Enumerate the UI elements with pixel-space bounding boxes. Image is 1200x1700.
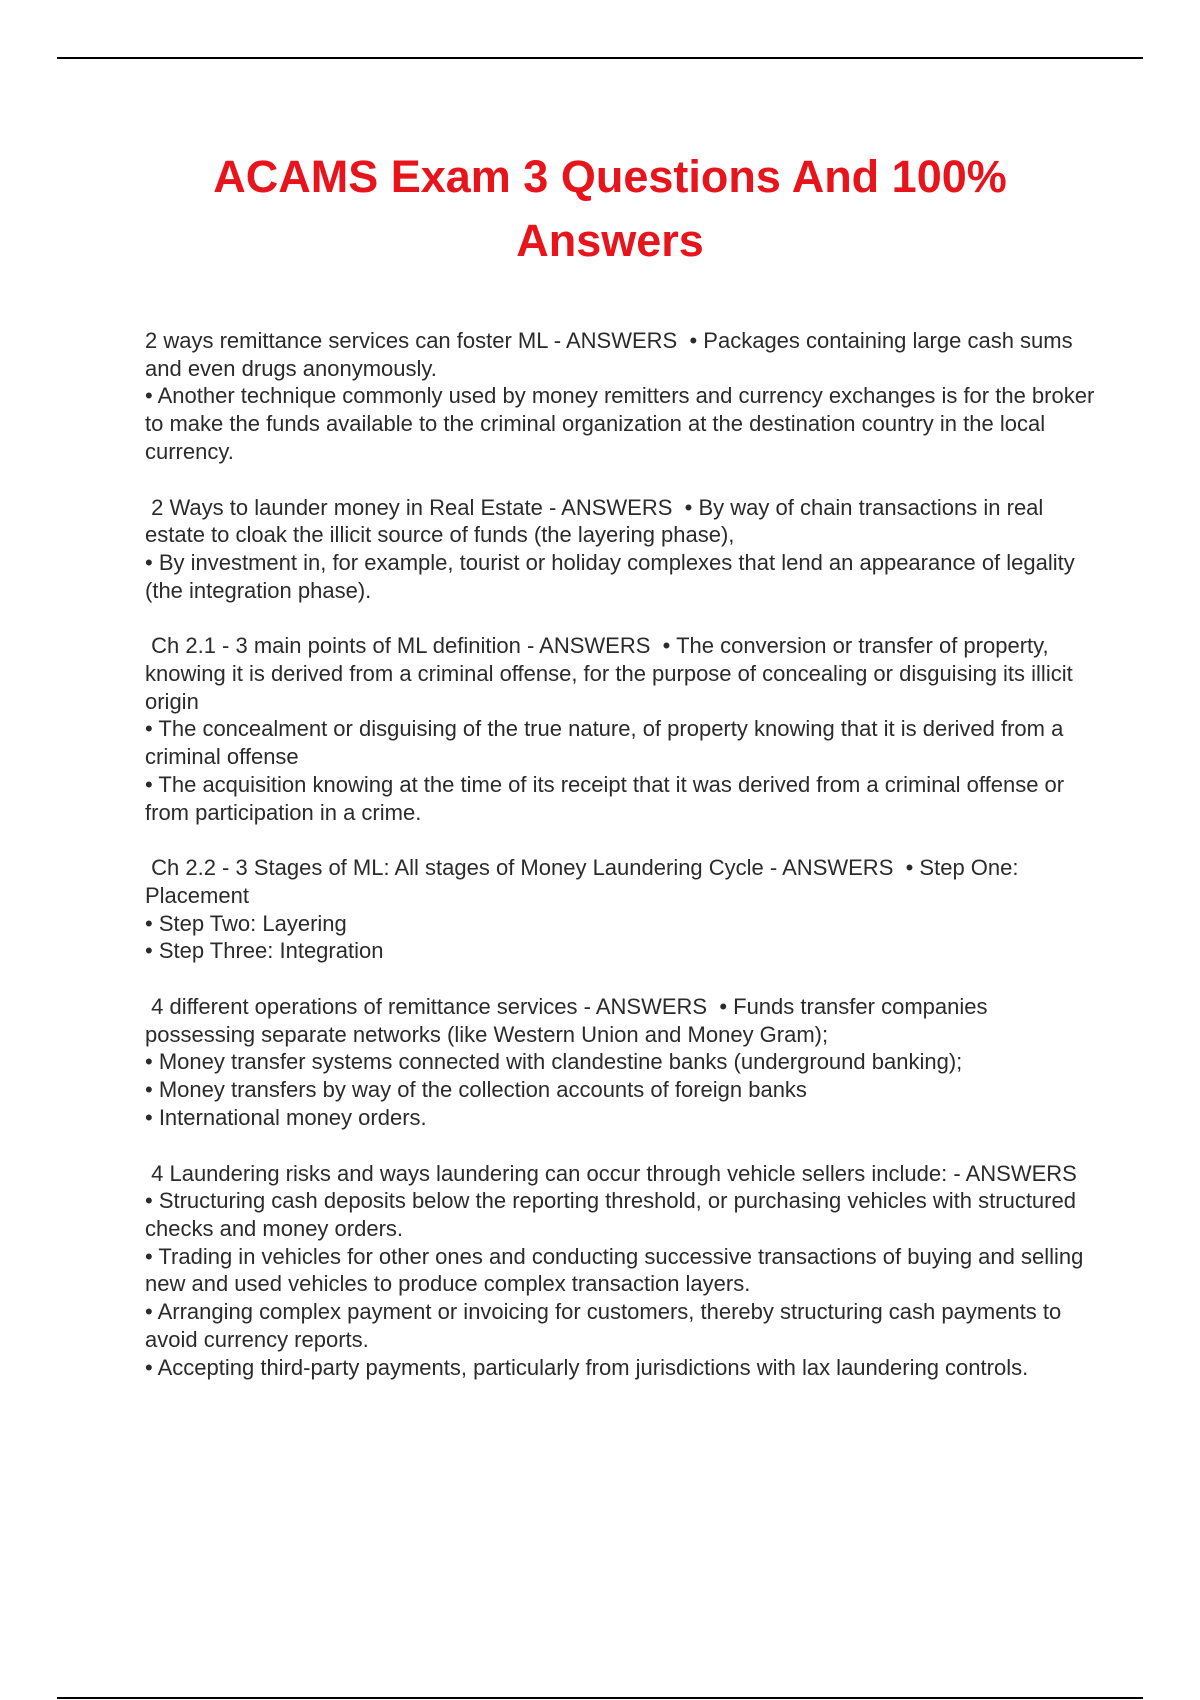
question-text: 2 Ways to launder money in Real Estate - ANSWERS — [145, 494, 679, 520]
answer-text: • By investment in, for example, tourist or holiday complexes that lend an appearance of legality (the integration phase). — [145, 549, 1075, 603]
answer-text: • Arranging complex payment or invoicing for customers, thereby structuring cash payments to avoid currency reports. — [145, 1299, 1062, 1352]
answer-text: • Step Three: Integration — [145, 938, 384, 964]
answer-text: • By way of chain transactions in real estate to cloak the illicit source of funds (the layering phase), — [145, 494, 1044, 548]
answer-text: • Money transfers by way of the collection accounts of foreign banks — [145, 1077, 807, 1103]
qa-list — [145, 327, 1095, 1409]
question-text: 4 different operations of remittance services - ANSWERS — [145, 994, 714, 1020]
question-text: Ch 2.2 - 3 Stages of ML: All stages of Money Laundering Cycle - ANSWERS — [145, 855, 900, 881]
answer-text: • Packages containing large cash sums and even drugs anonymously. — [145, 328, 1073, 381]
answer-text: • Accepting third-party payments, particularly from jurisdictions with lax laundering controls. — [145, 1354, 1029, 1380]
bottom-divider — [57, 1697, 1143, 1699]
answer-text: • The concealment or disguising of the true nature, of property knowing that it is derived from a criminal offense — [145, 716, 1064, 770]
answer-text: • Step Two: Layering — [145, 910, 347, 936]
answer-text: • Another technique commonly used by money remitters and currency exchanges is for the broker to make the funds available to the criminal organization at the destination country in the local currency. — [145, 383, 1095, 464]
answer-text: • The conversion or transfer of property, knowing it is derived from a criminal offense, for the purpose of concealing or disguising its illicit origin — [145, 633, 1073, 714]
answer-text: • Step One: Placement — [145, 855, 1019, 908]
answer-text: • The acquisition knowing at the time of its receipt that it was derived from a criminal offense or from participation in a crime. — [145, 771, 1065, 825]
answer-text: • Trading in vehicles for other ones and conducting successive transactions of buying and selling new and used vehicles to produce complex transaction layers. — [145, 1243, 1084, 1297]
document-title: ACAMS Exam 3 Questions And 100% Answers — [213, 151, 1007, 266]
answer-text: • International money orders. — [145, 1104, 427, 1130]
question-text: Ch 2.1 - 3 main points of ML definition - ANSWERS — [145, 633, 657, 659]
top-divider — [57, 57, 1143, 59]
answer-text: • Funds transfer companies possessing separate networks (like Western Union and Money Gram); — [145, 994, 988, 1047]
qa-item-real-estate — [145, 494, 1095, 605]
answer-text: • Money transfer systems connected with clandestine banks (underground banking); — [145, 1049, 963, 1075]
qa-item-ml-definition — [145, 632, 1095, 826]
qa-item-remittance-ml — [145, 327, 1095, 466]
question-text: 4 Laundering risks and ways laundering can occur through vehicle sellers include: - ANSWERS — [145, 1160, 1083, 1186]
qa-item-remittance-operations — [145, 993, 1095, 1132]
answer-text: • Structuring cash deposits below the reporting threshold, or purchasing vehicles with structured checks and money orders. — [145, 1188, 1076, 1241]
question-text: 2 ways remittance services can foster ML - ANSWERS — [145, 328, 684, 353]
qa-item-vehicle-sellers — [145, 1160, 1095, 1382]
qa-item-ml-stages — [145, 854, 1095, 965]
